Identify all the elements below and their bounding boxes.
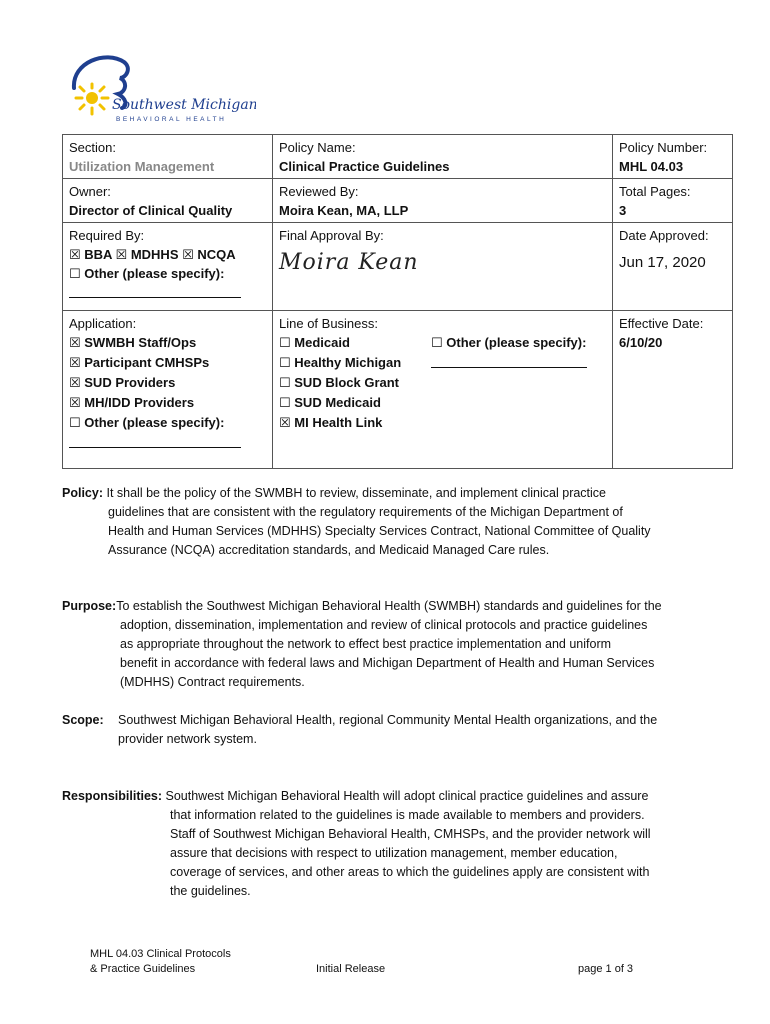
scope-heading: Scope: (62, 713, 104, 727)
final-approval-label: Final Approval By: (279, 228, 384, 243)
responsibilities-line: that information related to the guidelines is made available to members and providers. (170, 808, 645, 822)
lob-other: ☐ Other (please specify): (431, 335, 587, 350)
final-approval-cell (273, 223, 613, 311)
policy-line: It shall be the policy of the SWMBH to review, disseminate, and implement clinical practice (106, 486, 607, 500)
purpose-section (62, 597, 752, 692)
total-pages-value: 3 (619, 203, 627, 218)
application-label: Application: (69, 316, 137, 331)
purpose-heading: Purpose: (62, 599, 117, 613)
policy-number-cell (613, 135, 733, 179)
application-item: ☒ Participant CMHSPs (69, 355, 210, 370)
footer-release: Initial Release (316, 963, 386, 975)
lob-item: ☐ SUD Block Grant (279, 375, 400, 390)
required-by-label: Required By: (69, 228, 145, 243)
lob-item: ☐ Medicaid (279, 335, 350, 350)
policy-name-label: Policy Name: (279, 140, 356, 155)
responsibilities-line: the guidelines. (170, 884, 251, 898)
application-cell (63, 311, 273, 469)
required-other-blank (69, 283, 241, 298)
policy-section (62, 484, 742, 560)
effective-date-label: Effective Date: (619, 316, 704, 331)
application-item: ☐ Other (please specify): (69, 415, 225, 430)
owner-value: Director of Clinical Quality (69, 203, 233, 218)
lob-item: ☐ Healthy Michigan (279, 355, 402, 370)
application-other-blank (69, 433, 241, 448)
policy-name-value: Clinical Practice Guidelines (279, 159, 450, 174)
lob-other-blank (431, 353, 587, 368)
application-item: ☒ MH/IDD Providers (69, 395, 195, 410)
section-label: Section: (69, 140, 116, 155)
lob-item: ☒ MI Health Link (279, 415, 383, 430)
section-value: Utilization Management (69, 159, 215, 174)
purpose-line: as appropriate throughout the network to effect best practice implementation and uniform (120, 637, 612, 651)
responsibilities-heading: Responsibilities: (62, 789, 163, 803)
logo-name-line2: BEHAVIORAL HEALTH (116, 116, 227, 123)
policy-header-table (62, 134, 733, 469)
policy-heading: Policy: (62, 486, 103, 500)
responsibilities-line: assure that decisions with respect to utilization management, member education, (170, 846, 618, 860)
purpose-line: (MDHHS) Contract requirements. (120, 675, 305, 689)
responsibilities-line: coverage of services, and other areas to which the guidelines apply are consistent with (170, 865, 650, 879)
scope-line: provider network system. (118, 732, 257, 746)
policy-line: Health and Human Services (MDHHS) Specialty Services Contract, National Committee of Quality (108, 524, 651, 538)
application-item: ☒ SUD Providers (69, 375, 176, 390)
responsibilities-line: Staff of Southwest Michigan Behavioral Health, CMHSPs, and the provider network will (170, 827, 651, 841)
application-item: ☒ SWMBH Staff/Ops (69, 335, 197, 350)
footer-title-line: MHL 04.03 Clinical Protocols (90, 948, 231, 960)
owner-label: Owner: (69, 184, 111, 199)
line-of-business-cell (273, 311, 613, 469)
policy-line: Assurance (NCQA) accreditation standards, and Medicaid Managed Care rules. (108, 543, 550, 557)
signature: Moira Kean (279, 250, 419, 275)
footer-title-line: & Practice Guidelines (90, 963, 196, 975)
required-by-other: ☐ Other (please specify): (69, 266, 225, 281)
owner-cell (63, 179, 273, 223)
date-approved-label: Date Approved: (619, 228, 709, 243)
policy-line: guidelines that are consistent with the regulatory requirements of the Michigan Department of (108, 505, 623, 519)
scope-section (62, 711, 752, 749)
date-approved-cell (613, 223, 733, 311)
date-approved-value: Jun 17, 2020 (619, 254, 706, 271)
reviewed-cell (273, 179, 613, 223)
required-by-checkboxes: ☒ BBA ☒ MDHHS ☒ NCQA (69, 247, 236, 262)
responsibilities-section (62, 787, 752, 901)
total-pages-cell (613, 179, 733, 223)
logo-name-line1: Southwest Michigan (112, 97, 256, 113)
effective-date-value: 6/10/20 (619, 335, 663, 350)
scope-line: Southwest Michigan Behavioral Health, regional Community Mental Health organizations, and the (118, 713, 658, 727)
purpose-line: adoption, dissemination, implementation and review of clinical protocols and practice guidelines (120, 618, 648, 632)
total-pages-label: Total Pages: (619, 184, 691, 199)
policy-number-value: MHL 04.03 (619, 159, 684, 174)
policy-number-label: Policy Number: (619, 140, 708, 155)
organization-logo (66, 48, 256, 128)
lob-item: ☐ SUD Medicaid (279, 395, 381, 410)
footer-document-title (90, 947, 231, 977)
footer-page-number: page 1 of 3 (578, 963, 634, 975)
effective-date-cell (613, 311, 733, 469)
reviewed-label: Reviewed By: (279, 184, 359, 199)
purpose-line: To establish the Southwest Michigan Behavioral Health (SWMBH) standards and guidelines for the (116, 599, 662, 613)
responsibilities-line: Southwest Michigan Behavioral Health will adopt clinical practice guidelines and assure (165, 789, 649, 803)
purpose-line: benefit in accordance with federal laws and Michigan Department of Health and Human Services (120, 656, 655, 670)
reviewed-value: Moira Kean, MA, LLP (279, 203, 409, 218)
line-of-business-label: Line of Business: (279, 316, 379, 331)
policy-name-cell (273, 135, 613, 179)
section-cell (63, 135, 273, 179)
required-by-cell (63, 223, 273, 311)
